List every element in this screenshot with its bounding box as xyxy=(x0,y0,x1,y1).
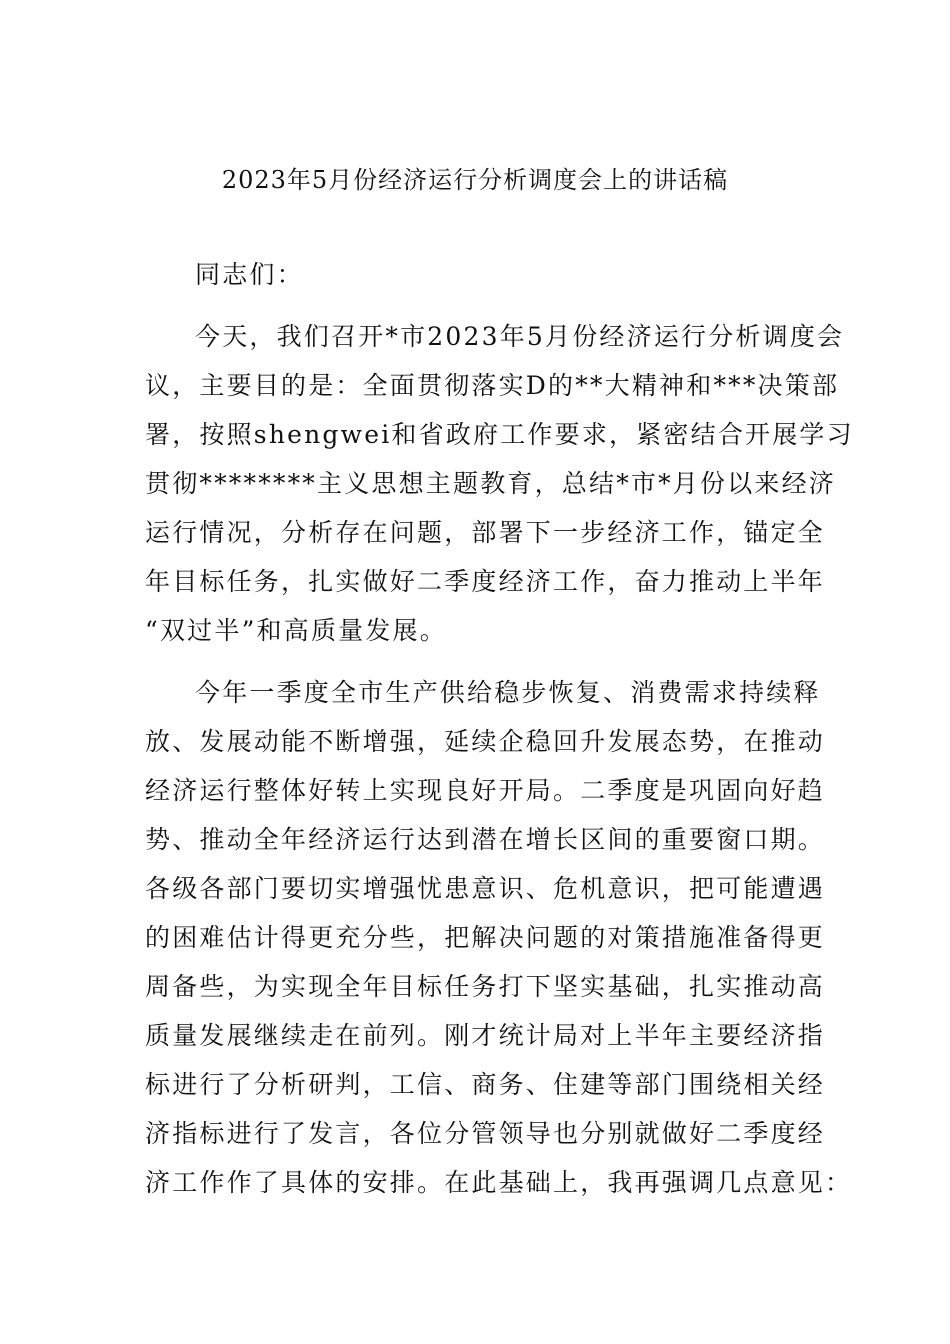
paragraph-line: 放、发展动能不断增强，延续企稳回升发展态势，在推动 xyxy=(145,727,826,756)
paragraph-gap xyxy=(145,655,805,668)
paragraph-line: 的困难估计得更充分些，把解决问题的对策措施准备得更 xyxy=(145,923,826,952)
paragraph-line: 周备些，为实现全年目标任务打下坚实基础，扎实推动高 xyxy=(145,972,826,1001)
paragraph-line: 议，主要目的是：全面贯彻落实D的**大精神和***决策部 xyxy=(145,371,840,400)
paragraph-line: 今年一季度全市生产供给稳步恢复、消费需求持续释 xyxy=(195,678,821,707)
salutation: 同志们： xyxy=(195,260,304,289)
document-body xyxy=(145,250,854,1207)
paragraph-line: 济工作作了具体的安排。在此基础上，我再强调几点意见： xyxy=(145,1168,853,1197)
paragraph-line: 今天，我们召开*市2023年5月份经济运行分析调度会 xyxy=(195,322,845,351)
paragraph-2 xyxy=(145,668,853,1207)
paragraph-line: 标进行了分析研判，工信、商务、住建等部门围绕相关经 xyxy=(145,1070,826,1099)
paragraph-line: 贯彻********主义思想主题教育，总结*市*月份以来经济 xyxy=(145,469,837,498)
paragraph-line: “双过半”和高质量发展。 xyxy=(145,616,447,645)
paragraph-line: 署，按照shengwei和省政府工作要求，紧密结合开展学习 xyxy=(145,420,854,449)
paragraph-line: 济指标进行了发言，各位分管领导也分别就做好二季度经 xyxy=(145,1119,826,1148)
paragraph-gap xyxy=(145,299,805,312)
paragraph-line: 年目标任务，扎实做好二季度经济工作，奋力推动上半年 xyxy=(145,567,826,596)
document-title: 2023年5月份经济运行分析调度会上的讲话稿 xyxy=(221,166,729,194)
paragraph-line: 经济运行整体好转上实现良好开局。二季度是巩固向好趋 xyxy=(145,776,826,805)
paragraph-line: 运行情况，分析存在问题，部署下一步经济工作，锚定全 xyxy=(145,518,826,547)
paragraph-line: 各级各部门要切实增强忧患意识、危机意识，把可能遭遇 xyxy=(145,874,826,903)
paragraph-line: 质量发展继续走在前列。刚才统计局对上半年主要经济指 xyxy=(145,1021,826,1050)
paragraph-line: 势、推动全年经济运行达到潜在增长区间的重要窗口期。 xyxy=(145,825,826,854)
paragraph-1 xyxy=(145,312,854,655)
